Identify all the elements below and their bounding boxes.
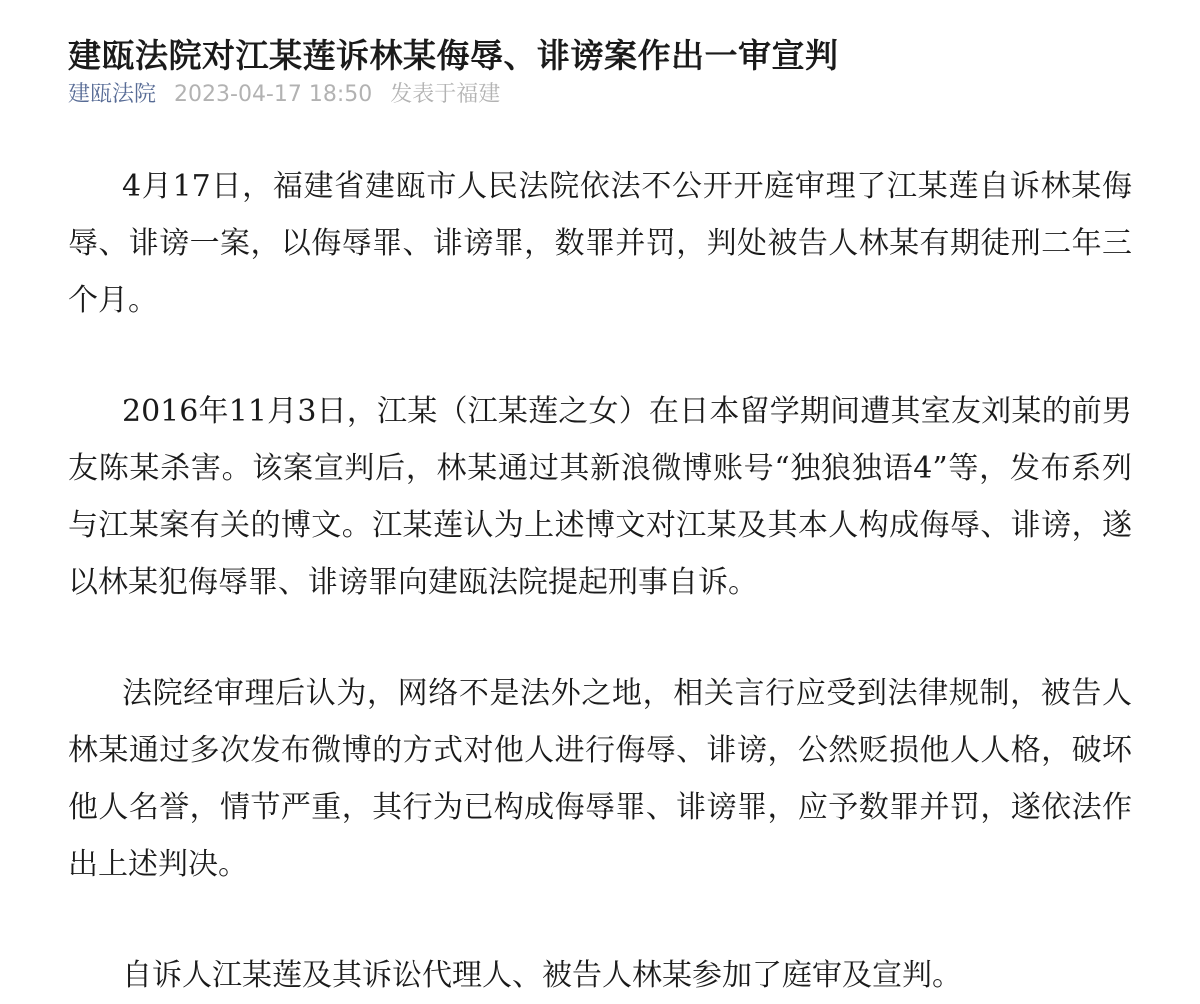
article-paragraph: 法院经审理后认为，网络不是法外之地，相关言行应受到法律规制，被告人林某通过多次发布微博的方式对他人进行侮辱、诽谤，公然贬损他人人格，破坏他人名誉，情节严重，其行为已构成侮辱罪、诽谤罪，应予数罪并罚，遂依法作出上述判决。 — [68, 676, 1132, 882]
publish-time: 2023-04-17 18:50 — [174, 82, 373, 107]
article-paragraph: 自诉人江某莲及其诉讼代理人、被告人林某参加了庭审及宣判。 — [122, 958, 962, 993]
article-title: 建瓯法院对江某莲诉林某侮辱、诽谤案作出一审宣判 — [68, 36, 839, 76]
article-paragraph: 4月17日，福建省建瓯市人民法院依法不公开开庭审理了江某莲自诉林某侮辱、诽谤一案，以侮辱罪、诽谤罪，数罪并罚，判处被告人林某有期徒刑二年三个月。 — [68, 169, 1132, 318]
article-meta — [68, 80, 500, 110]
publish-location: 发表于福建 — [390, 82, 501, 107]
article-body — [68, 158, 1132, 1004]
article-paragraph: 2016年11月3日，江某（江某莲之女）在日本留学期间遭其室友刘某的前男友陈某杀害。该案宣判后，林某通过其新浪微博账号“独狼独语4”等，发布系列与江某案有关的博文。江某莲认为上述博文对江某及其本人构成侮辱、诽谤，遂以林某犯侮辱罪、诽谤罪向建瓯法院提起刑事自诉。 — [68, 394, 1132, 600]
account-name-link[interactable]: 建瓯法院 — [68, 82, 157, 107]
